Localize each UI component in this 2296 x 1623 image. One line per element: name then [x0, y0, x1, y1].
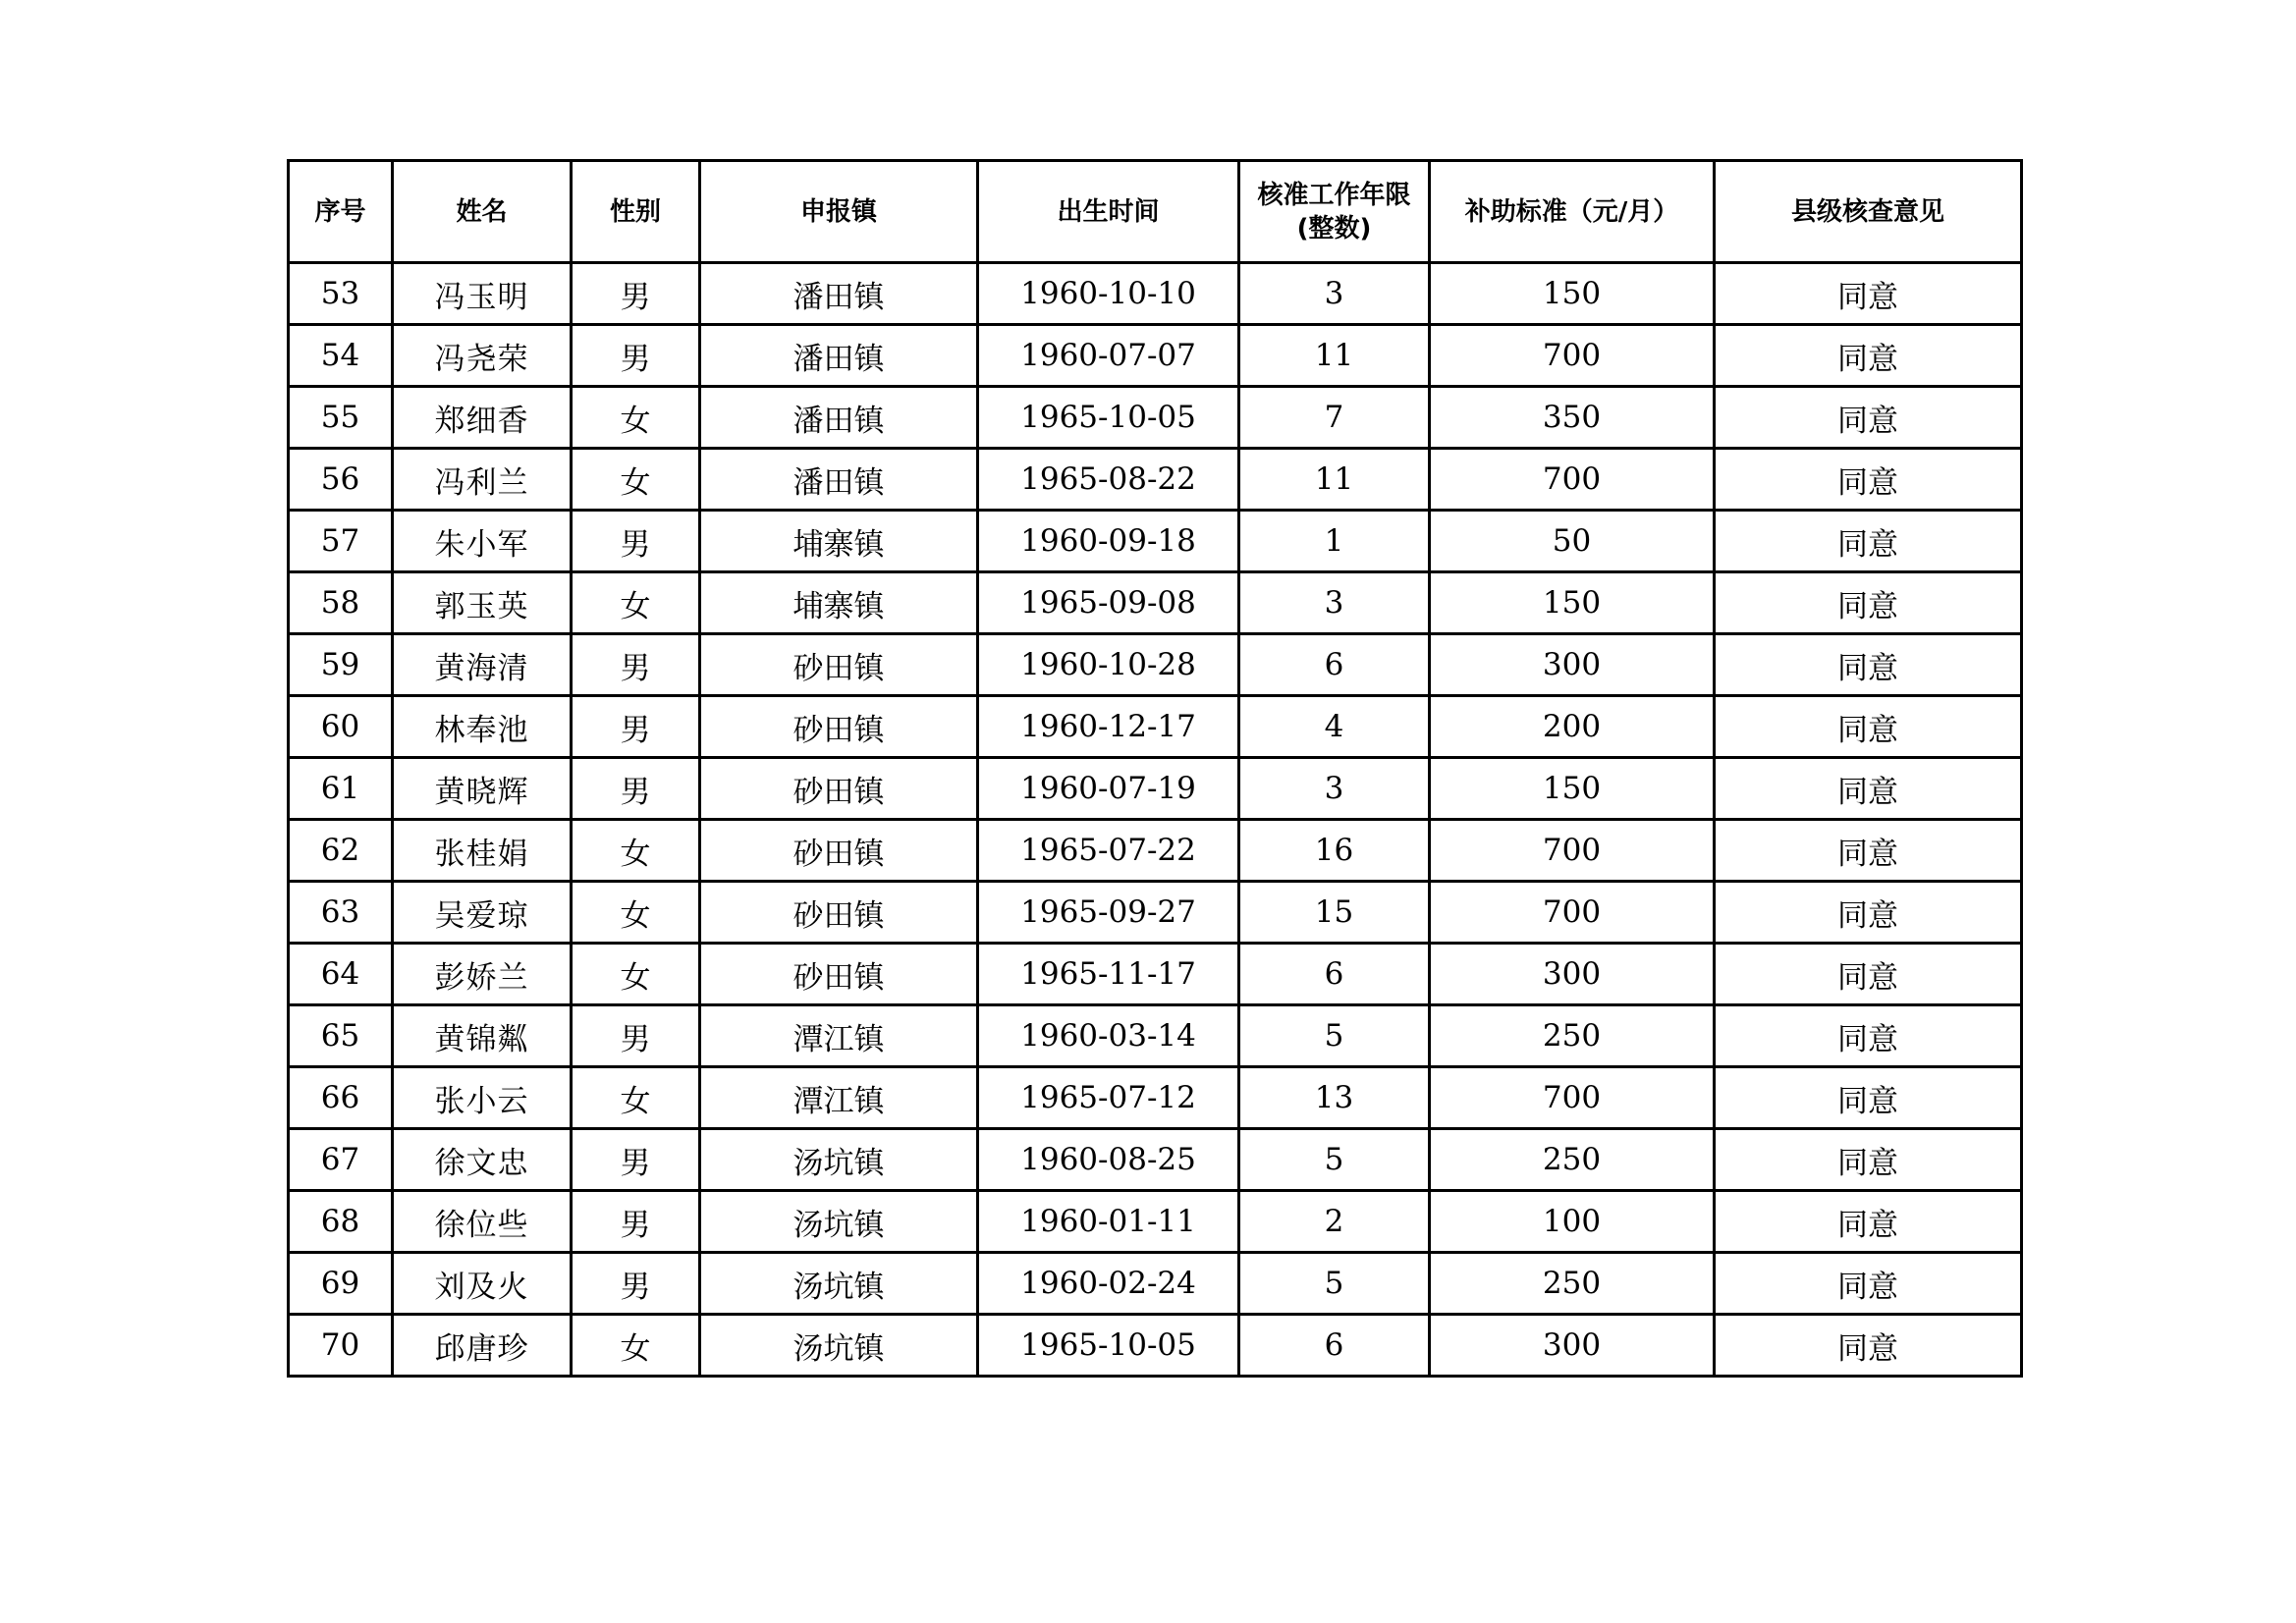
cell-town: 潘田镇: [700, 325, 978, 387]
cell-subsidy: 700: [1430, 882, 1715, 944]
cell-work-years: 3: [1239, 263, 1430, 325]
cell-town: 汤坑镇: [700, 1253, 978, 1315]
cell-town: 砂田镇: [700, 944, 978, 1005]
cell-subsidy: 250: [1430, 1253, 1715, 1315]
cell-town: 潘田镇: [700, 387, 978, 449]
cell-birth-date: 1960-12-17: [978, 696, 1239, 758]
cell-gender: 男: [572, 1005, 700, 1067]
cell-seq: 60: [289, 696, 393, 758]
cell-work-years: 2: [1239, 1191, 1430, 1253]
header-county-opinion: 县级核查意见: [1715, 161, 2022, 263]
table-row: [289, 758, 2022, 820]
table-row: [289, 1315, 2022, 1377]
cell-subsidy: 150: [1430, 758, 1715, 820]
header-gender: 性别: [572, 161, 700, 263]
cell-seq: 55: [289, 387, 393, 449]
cell-birth-date: 1965-09-08: [978, 572, 1239, 634]
table-row: [289, 449, 2022, 511]
cell-subsidy: 50: [1430, 511, 1715, 572]
cell-birth-date: 1965-10-05: [978, 387, 1239, 449]
cell-name: 刘及火: [393, 1253, 572, 1315]
cell-opinion: 同意: [1715, 634, 2022, 696]
cell-birth-date: 1960-10-10: [978, 263, 1239, 325]
cell-birth-date: 1960-02-24: [978, 1253, 1239, 1315]
cell-seq: 68: [289, 1191, 393, 1253]
cell-birth-date: 1965-07-22: [978, 820, 1239, 882]
cell-work-years: 15: [1239, 882, 1430, 944]
cell-subsidy: 100: [1430, 1191, 1715, 1253]
cell-gender: 女: [572, 944, 700, 1005]
cell-opinion: 同意: [1715, 511, 2022, 572]
cell-birth-date: 1960-01-11: [978, 1191, 1239, 1253]
header-subsidy-standard: 补助标准（元/月）: [1430, 161, 1715, 263]
cell-opinion: 同意: [1715, 263, 2022, 325]
cell-seq: 65: [289, 1005, 393, 1067]
cell-name: 邱唐珍: [393, 1315, 572, 1377]
cell-gender: 男: [572, 696, 700, 758]
table-row: [289, 634, 2022, 696]
table-row: [289, 1129, 2022, 1191]
cell-town: 砂田镇: [700, 696, 978, 758]
cell-town: 砂田镇: [700, 820, 978, 882]
cell-opinion: 同意: [1715, 1005, 2022, 1067]
cell-birth-date: 1965-07-12: [978, 1067, 1239, 1129]
table-row: [289, 572, 2022, 634]
cell-seq: 56: [289, 449, 393, 511]
header-birth-date: 出生时间: [978, 161, 1239, 263]
table-row: [289, 820, 2022, 882]
cell-birth-date: 1960-07-19: [978, 758, 1239, 820]
table-row: [289, 944, 2022, 1005]
cell-name: 黄晓辉: [393, 758, 572, 820]
subsidy-roster-table: [287, 159, 2023, 1378]
cell-gender: 男: [572, 634, 700, 696]
cell-subsidy: 700: [1430, 1067, 1715, 1129]
cell-work-years: 16: [1239, 820, 1430, 882]
cell-gender: 女: [572, 1067, 700, 1129]
cell-seq: 70: [289, 1315, 393, 1377]
cell-subsidy: 150: [1430, 263, 1715, 325]
table-row: [289, 696, 2022, 758]
cell-town: 潭江镇: [700, 1005, 978, 1067]
cell-seq: 64: [289, 944, 393, 1005]
cell-town: 潘田镇: [700, 449, 978, 511]
cell-seq: 61: [289, 758, 393, 820]
cell-opinion: 同意: [1715, 325, 2022, 387]
cell-opinion: 同意: [1715, 572, 2022, 634]
cell-gender: 女: [572, 1315, 700, 1377]
cell-birth-date: 1960-07-07: [978, 325, 1239, 387]
cell-birth-date: 1960-03-14: [978, 1005, 1239, 1067]
cell-seq: 57: [289, 511, 393, 572]
cell-name: 冯玉明: [393, 263, 572, 325]
cell-opinion: 同意: [1715, 758, 2022, 820]
cell-name: 徐位些: [393, 1191, 572, 1253]
header-work-years: 核准工作年限(整数): [1239, 161, 1430, 263]
cell-opinion: 同意: [1715, 1315, 2022, 1377]
header-town: 申报镇: [700, 161, 978, 263]
cell-opinion: 同意: [1715, 1191, 2022, 1253]
cell-gender: 女: [572, 387, 700, 449]
cell-name: 张小云: [393, 1067, 572, 1129]
cell-subsidy: 250: [1430, 1005, 1715, 1067]
cell-seq: 66: [289, 1067, 393, 1129]
cell-seq: 53: [289, 263, 393, 325]
cell-name: 林奉池: [393, 696, 572, 758]
cell-gender: 男: [572, 1191, 700, 1253]
cell-opinion: 同意: [1715, 1253, 2022, 1315]
cell-subsidy: 700: [1430, 820, 1715, 882]
table-row: [289, 1253, 2022, 1315]
table-header-row: [289, 161, 2022, 263]
cell-gender: 女: [572, 820, 700, 882]
cell-subsidy: 300: [1430, 944, 1715, 1005]
cell-work-years: 6: [1239, 1315, 1430, 1377]
cell-seq: 63: [289, 882, 393, 944]
table-row: [289, 263, 2022, 325]
cell-name: 吴爱琼: [393, 882, 572, 944]
cell-work-years: 7: [1239, 387, 1430, 449]
cell-opinion: 同意: [1715, 820, 2022, 882]
table-row: [289, 882, 2022, 944]
cell-work-years: 6: [1239, 634, 1430, 696]
cell-work-years: 3: [1239, 758, 1430, 820]
cell-seq: 67: [289, 1129, 393, 1191]
cell-opinion: 同意: [1715, 449, 2022, 511]
cell-name: 郑细香: [393, 387, 572, 449]
cell-town: 埔寨镇: [700, 572, 978, 634]
cell-work-years: 5: [1239, 1253, 1430, 1315]
cell-name: 冯利兰: [393, 449, 572, 511]
cell-subsidy: 700: [1430, 449, 1715, 511]
cell-name: 张桂娟: [393, 820, 572, 882]
table-row: [289, 1191, 2022, 1253]
cell-town: 潭江镇: [700, 1067, 978, 1129]
cell-gender: 女: [572, 882, 700, 944]
cell-town: 砂田镇: [700, 634, 978, 696]
cell-work-years: 5: [1239, 1005, 1430, 1067]
cell-town: 砂田镇: [700, 758, 978, 820]
cell-town: 砂田镇: [700, 882, 978, 944]
cell-name: 朱小军: [393, 511, 572, 572]
cell-gender: 男: [572, 1129, 700, 1191]
cell-name: 郭玉英: [393, 572, 572, 634]
cell-gender: 女: [572, 572, 700, 634]
cell-opinion: 同意: [1715, 696, 2022, 758]
cell-birth-date: 1960-10-28: [978, 634, 1239, 696]
cell-gender: 男: [572, 263, 700, 325]
cell-name: 黄锦粼: [393, 1005, 572, 1067]
cell-gender: 女: [572, 449, 700, 511]
cell-town: 潘田镇: [700, 263, 978, 325]
table-body: [289, 263, 2022, 1377]
cell-gender: 男: [572, 325, 700, 387]
cell-opinion: 同意: [1715, 1129, 2022, 1191]
cell-subsidy: 150: [1430, 572, 1715, 634]
cell-gender: 男: [572, 511, 700, 572]
cell-name: 徐文忠: [393, 1129, 572, 1191]
cell-seq: 54: [289, 325, 393, 387]
cell-subsidy: 300: [1430, 1315, 1715, 1377]
cell-seq: 58: [289, 572, 393, 634]
cell-birth-date: 1965-08-22: [978, 449, 1239, 511]
table-row: [289, 325, 2022, 387]
table-row: [289, 511, 2022, 572]
cell-town: 埔寨镇: [700, 511, 978, 572]
cell-work-years: 4: [1239, 696, 1430, 758]
cell-birth-date: 1965-11-17: [978, 944, 1239, 1005]
cell-gender: 男: [572, 758, 700, 820]
table-row: [289, 387, 2022, 449]
table-row: [289, 1067, 2022, 1129]
cell-work-years: 11: [1239, 449, 1430, 511]
cell-gender: 男: [572, 1253, 700, 1315]
cell-subsidy: 250: [1430, 1129, 1715, 1191]
cell-subsidy: 300: [1430, 634, 1715, 696]
cell-subsidy: 700: [1430, 325, 1715, 387]
cell-name: 黄海清: [393, 634, 572, 696]
cell-work-years: 11: [1239, 325, 1430, 387]
cell-opinion: 同意: [1715, 944, 2022, 1005]
cell-work-years: 1: [1239, 511, 1430, 572]
cell-opinion: 同意: [1715, 387, 2022, 449]
cell-seq: 69: [289, 1253, 393, 1315]
cell-town: 汤坑镇: [700, 1191, 978, 1253]
header-seq: 序号: [289, 161, 393, 263]
cell-name: 彭娇兰: [393, 944, 572, 1005]
cell-opinion: 同意: [1715, 882, 2022, 944]
cell-subsidy: 200: [1430, 696, 1715, 758]
cell-work-years: 5: [1239, 1129, 1430, 1191]
cell-birth-date: 1960-08-25: [978, 1129, 1239, 1191]
cell-subsidy: 350: [1430, 387, 1715, 449]
cell-work-years: 3: [1239, 572, 1430, 634]
cell-name: 冯尧荣: [393, 325, 572, 387]
table-row: [289, 1005, 2022, 1067]
cell-birth-date: 1965-09-27: [978, 882, 1239, 944]
cell-seq: 62: [289, 820, 393, 882]
cell-town: 汤坑镇: [700, 1129, 978, 1191]
header-name: 姓名: [393, 161, 572, 263]
cell-opinion: 同意: [1715, 1067, 2022, 1129]
document-page: [287, 159, 2020, 1378]
cell-birth-date: 1960-09-18: [978, 511, 1239, 572]
cell-work-years: 13: [1239, 1067, 1430, 1129]
cell-birth-date: 1965-10-05: [978, 1315, 1239, 1377]
cell-seq: 59: [289, 634, 393, 696]
cell-work-years: 6: [1239, 944, 1430, 1005]
cell-town: 汤坑镇: [700, 1315, 978, 1377]
